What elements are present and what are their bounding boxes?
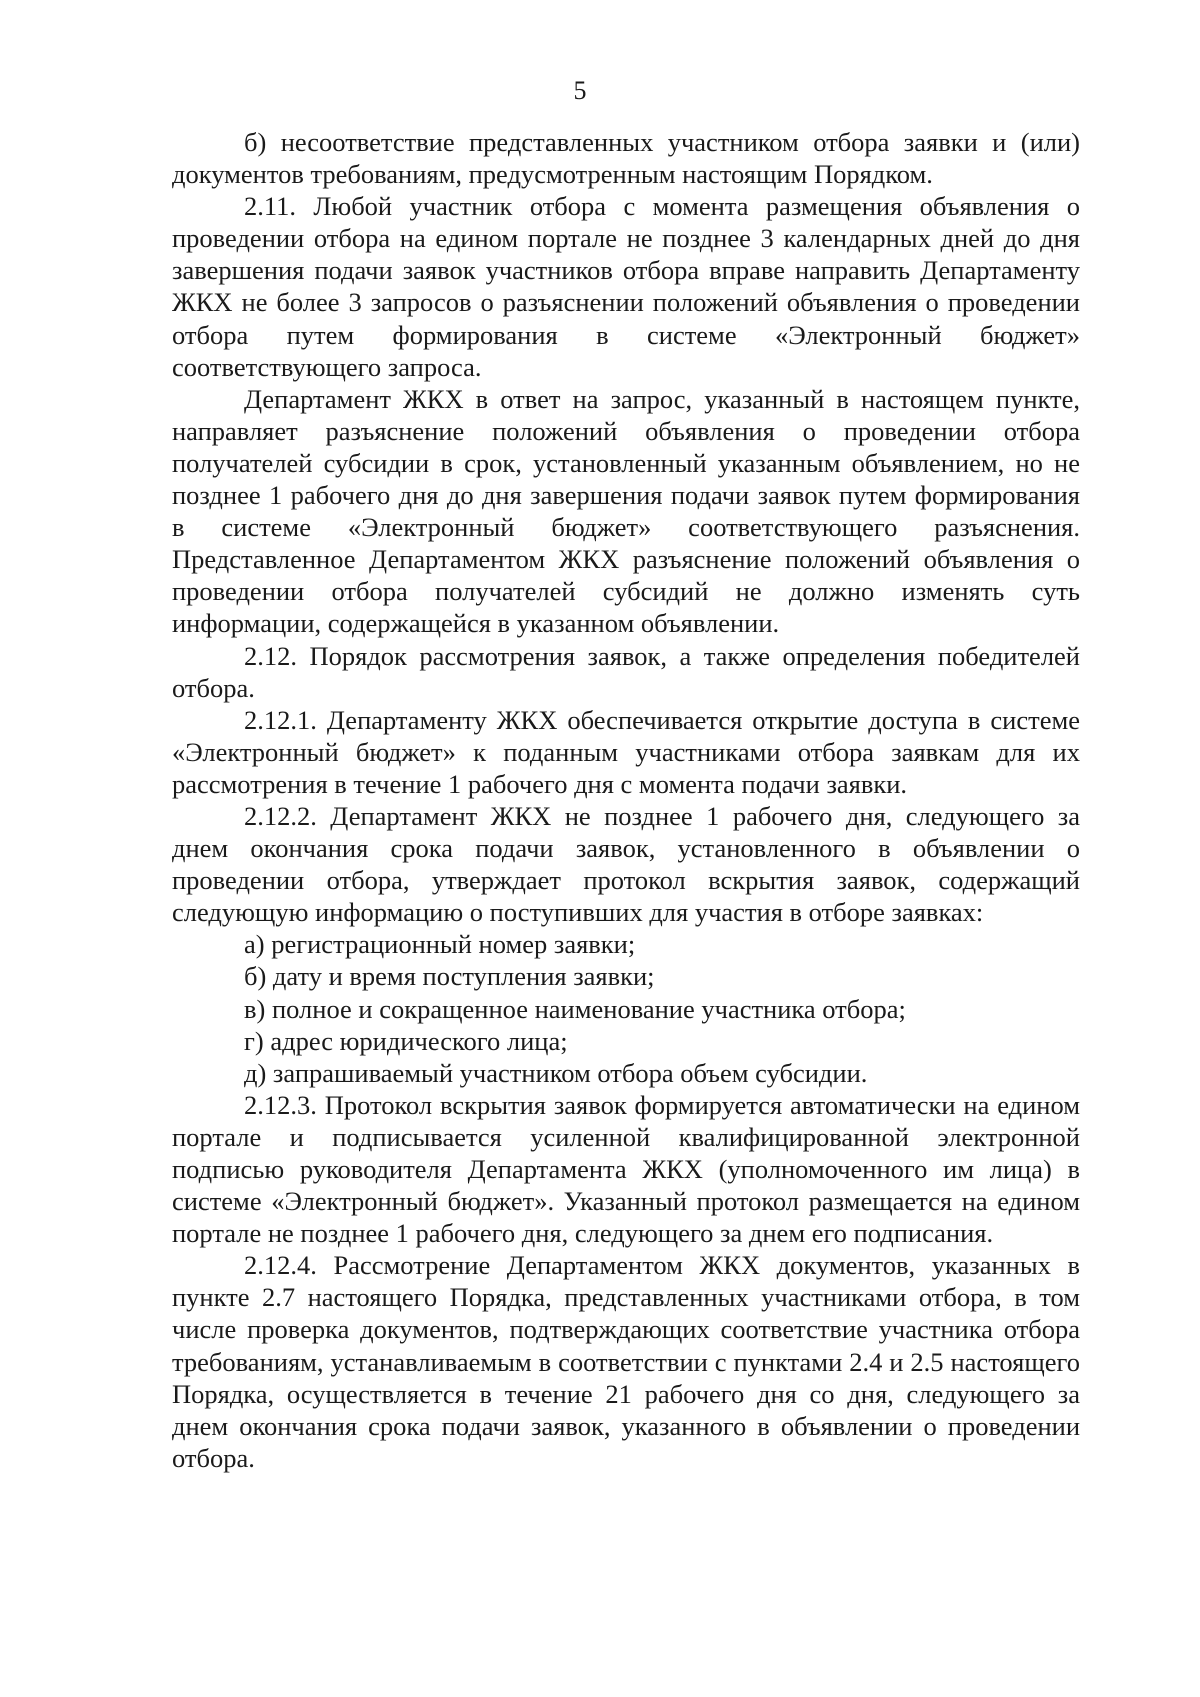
list-item: г) адрес юридического лица; xyxy=(244,1025,568,1056)
paragraph: Департамент ЖКХ в ответ на запрос, указанный в настоящем пункте, направляет разъяснение положений объявления о проведении отбора получателей субсидии в срок, установленный указанным объявлением, но не позднее 1 рабочего дня до дня завершения подачи заявок путем формирования в системе «Электронный бюджет» соответствующего разъяснения. Представленное Департаментом ЖКХ разъяснение положений объявления о проведении отбора получателей субсидий не должно изменять суть информации, содержащейся в указанном объявлении. xyxy=(172,383,1080,639)
paragraph: б) несоответствие представленных участником отбора заявки и (или) документов требованиям, предусмотренным настоящим Порядком. xyxy=(172,127,1080,190)
list-item: д) запрашиваемый участником отбора объем субсидии. xyxy=(244,1057,868,1088)
paragraph: 2.11. Любой участник отбора с момента размещения объявления о проведении отбора на едином портале не позднее 3 календарных дней до дня завершения подачи заявок участников отбора вправе направить Департаменту ЖКХ не более 3 запросов о разъяснении положений объявления о проведении отбора путем формирования в системе «Электронный бюджет» соответствующего запроса. xyxy=(172,191,1080,382)
list-item: а) регистрационный номер заявки; xyxy=(244,929,636,960)
paragraph: 2.12.1. Департаменту ЖКХ обеспечивается открытие доступа в системе «Электронный бюджет» к поданным участниками отбора заявкам для их рассмотрения в течение 1 рабочего дня с момента подачи заявки. xyxy=(172,704,1080,799)
list-item: в) полное и сокращенное наименование участника отбора; xyxy=(244,993,906,1024)
paragraph: 2.12.4. Рассмотрение Департаментом ЖКХ документов, указанных в пункте 2.7 настоящего Порядка, представленных участниками отбора, в том числе проверка документов, подтверждающих соответствие участника отбора требованиям, устанавливаемым в соответствии с пунктами 2.4 и 2.5 настоящего Порядка, осуществляется в течение 21 рабочего дня со дня, следующего за днем окончания срока подачи заявок, указанного в объявлении о проведении отбора. xyxy=(172,1250,1080,1473)
page-number: 5 xyxy=(573,76,587,105)
list-item: б) дату и время поступления заявки; xyxy=(244,961,655,992)
document-body xyxy=(172,126,1080,1474)
paragraph: 2.12. Порядок рассмотрения заявок, а также определения победителей отбора. xyxy=(172,640,1080,703)
paragraph: 2.12.3. Протокол вскрытия заявок формируется автоматически на едином портале и подписывается усиленной квалифицированной электронной подписью руководителя Департамента ЖКХ (уполномоченного им лица) в системе «Электронный бюджет». Указанный протокол размещается на едином портале не позднее 1 рабочего дня, следующего за днем его подписания. xyxy=(172,1089,1080,1249)
paragraph: 2.12.2. Департамент ЖКХ не позднее 1 рабочего дня, следующего за днем окончания срока подачи заявок, установленного в объявлении о проведении отбора, утверждает протокол вскрытия заявок, содержащий следующую информацию о поступивших для участия в отборе заявках: xyxy=(172,800,1080,928)
